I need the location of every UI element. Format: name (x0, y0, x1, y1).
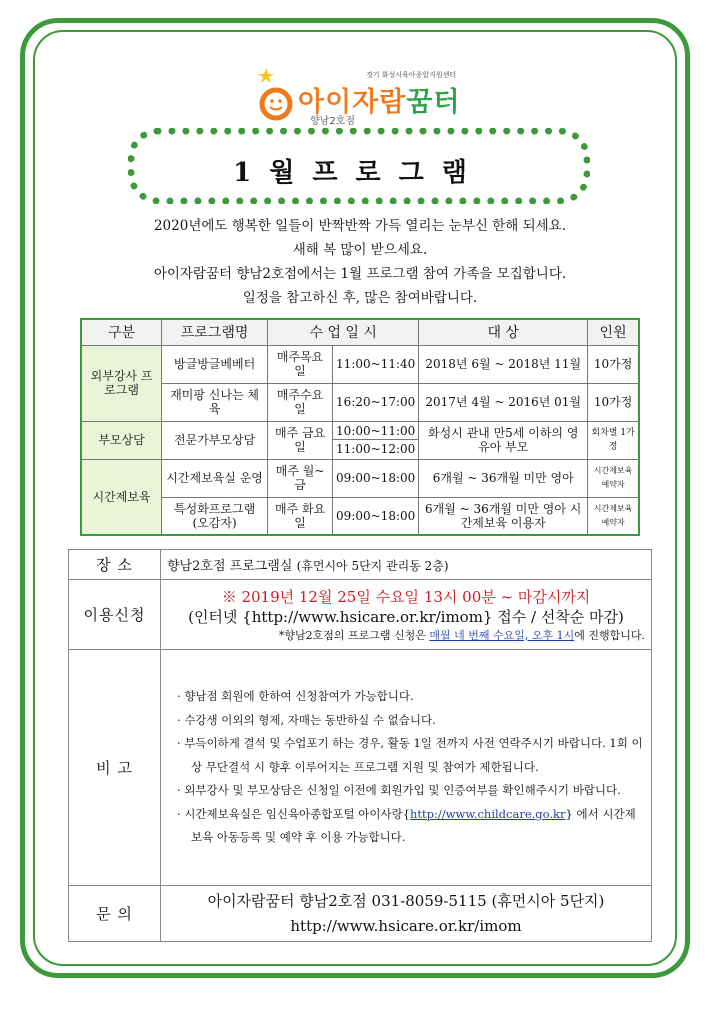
header-schedule: 수 업 일 시 (268, 319, 419, 345)
program-count: 10가정 (588, 345, 639, 383)
place-main: 향남2호점 프로그램실 (167, 559, 293, 574)
program-time-split (333, 421, 419, 459)
place-row (69, 550, 652, 580)
logo-name-main: 아이자람 (298, 87, 407, 118)
remark-text: 향남점 회원에 한하여 신청참여가 가능합니다. (184, 689, 414, 704)
place-sub: (휴먼시아 5단지 관리동 2층) (296, 559, 449, 573)
program-target: 화성시 관내 만5세 이하의 영유아 부모 (419, 421, 588, 459)
table-row (81, 459, 639, 497)
place-value (161, 550, 652, 580)
logo-org: 경기 화성시육아종합지원센터 (366, 71, 457, 79)
apply-deadline: ※ 2019년 12월 25일 수요일 13시 00분 ~ 마감시까지 (221, 587, 591, 606)
childcare-link[interactable]: http://www.childcare.go.kr (410, 806, 566, 821)
list-item: · 외부강사 및 부모상담은 신청일 이전에 회원가입 및 인증여부를 확인해주시기 바랍니다. (177, 783, 621, 798)
contact-label: 문 의 (69, 886, 161, 942)
program-day: 매주목요일 (268, 345, 333, 383)
apply-note (167, 627, 645, 643)
program-name: 방글방글베베터 (162, 345, 268, 383)
remark-text: 수강생 이외의 형제, 자매는 동반하실 수 없습니다. (184, 712, 436, 727)
logo-branch: 향남2호점 (310, 116, 356, 127)
contact-line: 아이자람꿈터 향남2호점 031-8059-5115 (휴먼시아 5단지) (207, 891, 605, 910)
program-time: 16:20~17:00 (333, 383, 419, 421)
intro-line: 새해 복 많이 받으세요. (292, 242, 428, 258)
header-program: 프로그램명 (162, 319, 268, 345)
table-header-row (81, 319, 639, 345)
program-name: 전문가부모상담 (162, 421, 268, 459)
remark-text: 부득이하게 결석 및 수업포기 하는 경우, 활동 1일 전까지 사전 연락주시기 바랍니다. 1회 이상 무단결석 시 향후 이루어지는 프로그램 지원 및 참여가 제한됩니다. (184, 736, 643, 774)
table-row (81, 383, 639, 421)
program-time: 09:00~18:00 (333, 459, 419, 497)
table-row (81, 497, 639, 535)
program-count: 시간제보육 예약자 (588, 459, 639, 497)
contact-row (69, 886, 652, 942)
program-count: 10가정 (588, 383, 639, 421)
remarks-value (161, 650, 652, 886)
apply-value (161, 580, 652, 650)
apply-label: 이용신청 (69, 580, 161, 650)
program-count: 시간제보육 예약자 (588, 497, 639, 535)
program-target: 6개월 ~ 36개월 미만 영아 시간제보육 이용자 (419, 497, 588, 535)
apply-note-link[interactable]: 매월 네 번째 수요일, 오후 1시 (429, 628, 575, 642)
remark-text: 외부강사 및 부모상담은 신청일 이전에 회원가입 및 인증여부를 확인해주시기 바랍니다. (184, 783, 621, 798)
category-cell: 부모상담 (81, 421, 162, 459)
intro-line: 일정을 참고하신 후, 많은 참여바랍니다. (242, 290, 478, 306)
program-time: 11:00~11:40 (333, 345, 419, 383)
remark-last-pre: 시간제보육실은 임신육아종합포털 아이사랑{ (184, 806, 411, 821)
program-day: 매주 금요일 (268, 421, 333, 459)
category-cell: 외부강사 프로그램 (81, 345, 162, 421)
remarks-label: 비 고 (69, 650, 161, 886)
intro-line: 2020년에도 행복한 일들이 반짝반짝 가득 열리는 눈부신 한해 되세요. (153, 218, 567, 234)
apply-method: (인터넷 {http://www.hsicare.or.kr/imom} 접수 / 선착순 마감) (188, 607, 624, 626)
program-target: 2017년 4월 ~ 2016년 01월 (419, 383, 588, 421)
program-name: 특성화프로그램 (오감자) (162, 497, 268, 535)
contact-value (161, 886, 652, 942)
place-label: 장 소 (69, 550, 161, 580)
apply-row (69, 580, 652, 650)
sun-face-icon (258, 66, 302, 126)
logo-name-accent: 꿈터 (406, 87, 461, 118)
program-target: 6개월 ~ 36개월 미만 영아 (419, 459, 588, 497)
program-day: 매주수요일 (268, 383, 333, 421)
remark-last-post: } 에서 시간제보육 아동등록 및 예약 후 이용 가능합니다. (191, 806, 636, 845)
table-row (81, 421, 639, 459)
list-item: · 시간제보육실은 임신육아종합포털 아이사랑{http://www.childcare.go.kr} 에서 시간제보육 아동등록 및 예약 후 이용 가능합니다. (177, 806, 636, 845)
info-table (68, 549, 652, 942)
list-item: · 수강생 이외의 형제, 자매는 동반하실 수 없습니다. (177, 712, 436, 727)
remarks-list (167, 677, 645, 858)
contact-url[interactable]: http://www.hsicare.or.kr/imom (290, 916, 522, 935)
program-time: 10:00~11:00 (333, 422, 418, 440)
list-item: · 향남점 회원에 한하여 신청참여가 가능합니다. (177, 689, 414, 704)
intro-text (80, 214, 640, 310)
apply-note-pre: *향남2호점의 프로그램 신청은 (278, 628, 430, 642)
program-time: 11:00~12:00 (336, 442, 416, 456)
header-count: 인원 (588, 319, 639, 345)
page-title: 1월프로그램 (233, 158, 485, 188)
program-name: 시간제보육실 운영 (162, 459, 268, 497)
apply-note-post: 에 진행합니다. (574, 628, 645, 642)
program-day: 매주 화요일 (268, 497, 333, 535)
program-name: 재미팡 신나는 체육 (162, 383, 268, 421)
program-table (80, 318, 640, 536)
program-time: 09:00~18:00 (333, 497, 419, 535)
intro-line: 아이자람꿈터 향남2호점에서는 1월 프로그램 참여 가족을 모집합니다. (153, 266, 567, 282)
header-category: 구분 (81, 319, 162, 345)
category-cell: 시간제보육 (81, 459, 162, 535)
program-day: 매주 월~금 (268, 459, 333, 497)
logo (258, 66, 468, 128)
table-row (81, 345, 639, 383)
list-item: · 부득이하게 결석 및 수업포기 하는 경우, 활동 1일 전까지 사전 연락주시기 바랍니다. 1회 이상 무단결석 시 향후 이루어지는 프로그램 지원 및 참여가 제한됩니다. (177, 736, 643, 774)
remarks-row (69, 650, 652, 886)
header-target: 대 상 (419, 319, 588, 345)
program-target: 2018년 6월 ~ 2018년 11월 (419, 345, 588, 383)
program-count: 회차별 1가정 (588, 421, 639, 459)
